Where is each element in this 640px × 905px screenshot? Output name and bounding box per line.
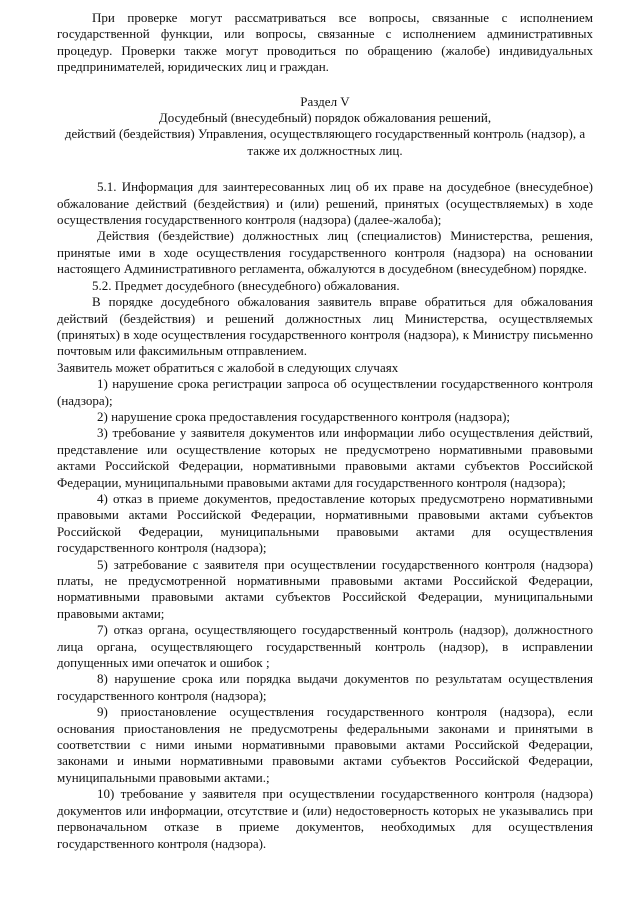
paragraph-actions: Действия (бездействие) должностных лиц (специалистов) Министерства, решения, принятые ими в ходе осуществления государственного контроля (надзора) на основании настоящего Административного регламента, обжалуются в досудебном (внесудебном) порядке.	[57, 228, 593, 277]
case-item: 7) отказ органа, осуществляющего государственный контроль (надзор), должностного лица органа, осуществляющего государственный контроль (надзор), в исправлении допущенных ими опечаток и ошибок ;	[57, 622, 593, 671]
intro-paragraph: При проверке могут рассматриваться все вопросы, связанные с исполнением государственной функции, или вопросы, связанные с исполнением административных процедур. Проверки также могут проводиться по обращению (жалобе) индивидуальных предпринимателей, юридических лиц и граждан.	[57, 10, 593, 75]
section-title-line2: действий (бездействия) Управления, осуществляющего государственный контроль (надзор), а также их должностных лиц.	[64, 126, 586, 158]
section-title-line1: Досудебный (внесудебный) порядок обжалования решений,	[158, 110, 492, 126]
case-item: 9) приостановление осуществления государственного контроля (надзора), если основания приостановления не предусмотрены федеральными законами и принятыми в соответствии с ними иными нормативными правовыми актами Российской Федерации, законами и иными нормативными правовыми актами субъектов Российской Федерации, муниципальными правовыми актами.;	[57, 704, 593, 785]
paragraph-5-2: 5.2. Предмет досудебного (внесудебного) обжалования.	[92, 277, 400, 293]
complaint-intro: Заявитель может обратиться с жалобой в следующих случаях	[57, 359, 399, 375]
case-item: 10) требование у заявителя при осуществлении государственного контроля (надзора) документов или информации, отсутствие и (или) недостоверность которых не указывались при первоначальном отказе в приеме документов, необходимых для осуществления государственного контроля (надзора).	[57, 786, 593, 851]
case-item: 8) нарушение срока или порядка выдачи документов по результатам осуществления государственного контроля (надзора);	[57, 671, 593, 703]
document-page	[57, 10, 593, 852]
paragraph-procedure: В порядке досудебного обжалования заявитель вправе обратиться для обжалования действий (бездействия) и решений должностных лиц Министерства, осуществляемых (принятых) в ходе осуществления государственного контроля (надзора), к Министру письменно почтовым или факсимильным отправлением.	[57, 294, 593, 359]
paragraph-5-1: 5.1. Информация для заинтересованных лиц об их праве на досудебное (внесудебное) обжалование действий (бездействия) и (или) решений, принятых (осуществляемых) в ходе осуществления государственного контроля (надзора) (далее-жалоба);	[57, 179, 593, 228]
case-item: 2) нарушение срока предоставления государственного контроля (надзора);	[97, 408, 511, 424]
case-item: 5) затребование с заявителя при осуществлении государственного контроля (надзора) платы, не предусмотренной нормативными правовыми актами Российской Федерации, нормативными правовыми актами субъектов Российской Федерации, муниципальными правовыми актами;	[57, 556, 593, 621]
case-item: 3) требование у заявителя документов или информации либо осуществления действий, представление или осуществление которых не предусмотрено нормативными правовыми актами Российской Федерации, нормативными правовыми актами субъектов Российской Федерации, муниципальными правовыми актами для государственного контроля (надзора);	[57, 425, 593, 490]
case-item: 4) отказ в приеме документов, предоставление которых предусмотрено нормативными правовыми актами Российской Федерации, нормативными правовыми актами субъектов Российской Федерации, муниципальными правовыми актами для осуществления государственного контроля (надзора);	[57, 490, 593, 556]
case-item: 1) нарушение срока регистрации запроса об осуществлении государственного контроля (надзора);	[57, 376, 593, 408]
section-number: Раздел V	[300, 93, 350, 109]
